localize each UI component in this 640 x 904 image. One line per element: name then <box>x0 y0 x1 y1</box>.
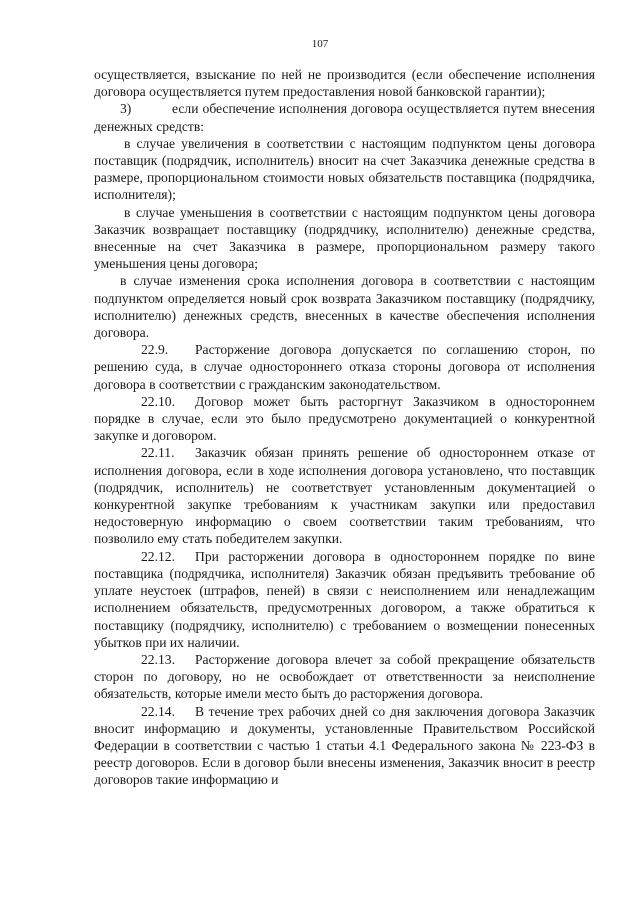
clause-number: 22.11. <box>141 445 175 461</box>
clause-text: При расторжении договора в одностороннем порядке по вине поставщика (подрядчика, исполнителя) Заказчик обязан предъявить требование об уплате неустоек (штрафов, пеней) в связи с неисполнением или ненадлежащим исполнением обязательств, предусмотренных договором, а также обратиться к поставщику (подрядчику, исполнителю) с требованием о возмещении понесенных убытков при их наличии. <box>94 548 595 650</box>
clause-number: 22.14. <box>141 703 175 719</box>
paragraph-continuation <box>94 66 595 100</box>
clause-text: Договор может быть расторгнут Заказчиком в одностороннем порядке в случае, если это было предусмотрено документацией о конкурентной закупке и договором. <box>94 393 595 444</box>
clause-22-12 <box>94 548 595 651</box>
clause-22-11 <box>94 444 595 547</box>
clause-number: 22.13. <box>141 651 175 667</box>
document-body <box>94 66 595 789</box>
clause-text: В течение трех рабочих дней со дня заключения договора Заказчик вносит информацию и документы, установленные Правительством Российской Федерации в соответствии с частью 1 статьи 4.1 Федерального закона № 223-ФЗ в реестр договоров. Если в договор были внесены изменения, Заказчик вносит в реестр договоров такие информацию и <box>94 703 595 788</box>
paragraph-text: если обеспечение исполнения договора осуществляется путем внесения денежных средств: <box>94 101 595 134</box>
clause-number: 22.9. <box>141 342 169 358</box>
clause-number: 22.12. <box>141 548 175 564</box>
clause-22-9 <box>94 341 595 393</box>
clause-number: 22.10. <box>141 393 175 409</box>
paragraph-term-change <box>94 272 595 341</box>
page-number: 107 <box>311 38 329 50</box>
paragraph-text: в случае уменьшения в соответствии с настоящим подпунктом цены договора Заказчик возвращает поставщику (подрядчику, исполнителю) денежные средства, внесенные на счет Заказчика в размере, пропорциональном размеру такого уменьшения цены договора; <box>94 204 595 272</box>
clause-text: Заказчик обязан принять решение об одностороннем отказе от исполнения договора, если в ходе исполнения договора установлено, что поставщик (подрядчик, исполнитель) не соответствует установленным документацией о конкурентной закупке требованиям к участникам закупки или предоставил недостоверную информацию о своем соответствии таким требованиям, что позволило ему стать победителем закупки. <box>94 445 595 547</box>
paragraph-price-increase <box>94 135 595 204</box>
clause-22-10 <box>94 393 595 445</box>
paragraph-text: в случае увеличения в соответствии с настоящим подпунктом цены договора поставщик (подрядчик, исполнитель) вносит на счет Заказчика денежные средства в размере, пропорциональном стоимости новых обязательств поставщика (подрядчика, исполнителя); <box>94 135 595 203</box>
paragraph-text: в случае изменения срока исполнения договора в соответствии с настоящим подпунктом определяется новый срок возврата Заказчиком поставщику (подрядчику, исполнителю) денежных средств, внесенных в качестве обеспечения исполнения договора. <box>94 273 595 341</box>
paragraph-price-decrease <box>94 204 595 273</box>
clause-text: Расторжение договора допускается по соглашению сторон, по решению суда, в случае одностороннего отказа стороны договора от исполнения договора в соответствии с гражданским законодательством. <box>94 342 595 392</box>
item-number: 3) <box>120 101 132 117</box>
clause-22-14 <box>94 703 595 789</box>
paragraph-item-3 <box>94 100 595 134</box>
clause-22-13 <box>94 651 595 703</box>
paragraph-text: осуществляется, взыскание по ней не производится (если обеспечение исполнения договора осуществляется путем предоставления новой банковской гарантии); <box>94 67 595 100</box>
clause-text: Расторжение договора влечет за собой прекращение обязательств сторон по договору, но не освобождает от ответственности за неисполнение обязательств, которые имели место быть до расторжения договора. <box>94 651 595 702</box>
